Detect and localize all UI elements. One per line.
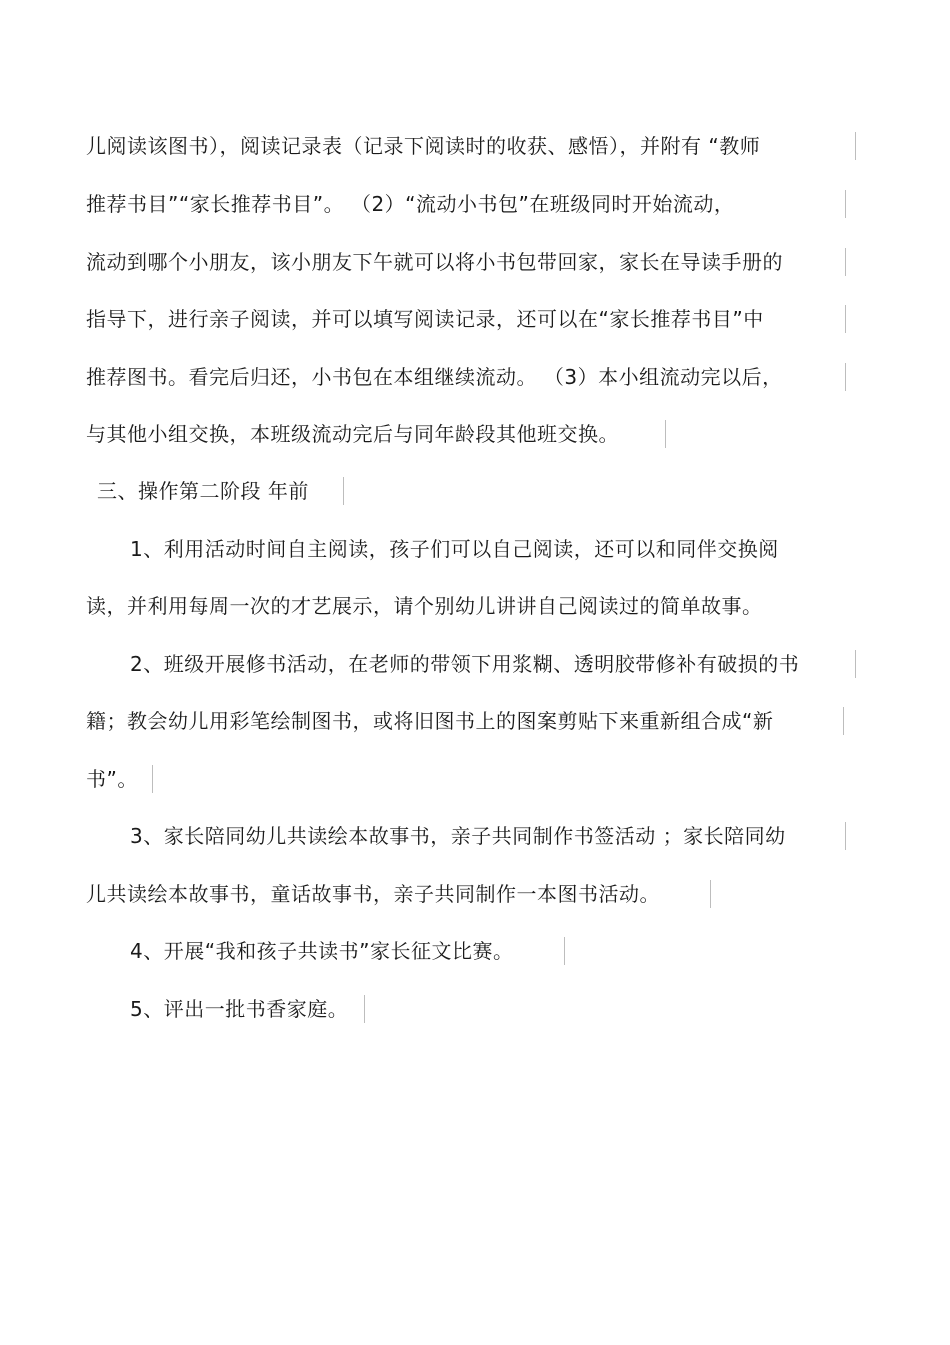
paragraph-line-6: 与其他小组交换，本班级流动完后与同年龄段其他班交换。 (86, 422, 619, 446)
paragraph-line-1: 儿阅读该图书），阅读记录表（记录下阅读时的收获、感悟），并附有 “教师 (86, 134, 761, 158)
line-edge-marker (710, 880, 711, 908)
list-item-2-line-1: 2、班级开展修书活动，在老师的带领下用浆糊、透明胶带修补有破损的书 (130, 652, 800, 676)
paragraph-line-5: 推荐图书。看完后归还，小书包在本组继续流动。 （3）本小组流动完以后， (86, 365, 783, 389)
paragraph-line-3: 流动到哪个小朋友，该小朋友下午就可以将小书包带回家，家长在导读手册的 (86, 250, 783, 274)
section-heading: 三、操作第二阶段 年前 (97, 479, 309, 503)
line-edge-marker (845, 363, 846, 391)
list-item-1-line-1: 1、利用活动时间自主阅读，孩子们可以自己阅读，还可以和同伴交换阅 (130, 537, 779, 561)
list-item-5: 5、评出一批书香家庭。 (130, 997, 349, 1021)
list-item-3-line-1: 3、家长陪同幼儿共读绘本故事书，亲子共同制作书签活动 ；家长陪同幼 (130, 824, 786, 848)
line-edge-marker (845, 248, 846, 276)
line-edge-marker (855, 132, 856, 160)
paragraph-line-4: 指导下，进行亲子阅读，并可以填写阅读记录，还可以在“家长推荐书目”中 (86, 307, 764, 331)
line-edge-marker (564, 937, 565, 965)
paragraph-line-2: 推荐书目”“家长推荐书目”。 （2）“流动小书包”在班级同时开始流动， (86, 192, 735, 216)
line-edge-marker (364, 995, 365, 1023)
list-item-4: 4、开展“我和孩子共读书”家长征文比赛。 (130, 939, 514, 963)
line-edge-marker (843, 707, 844, 735)
list-item-3-line-2: 儿共读绘本故事书，童话故事书，亲子共同制作一本图书活动。 (86, 882, 660, 906)
line-edge-marker (665, 420, 666, 448)
line-edge-marker (845, 305, 846, 333)
list-item-2-line-2: 籍；教会幼儿用彩笔绘制图书，或将旧图书上的图案剪贴下来重新组合成“新 (86, 709, 774, 733)
list-item-2-line-3: 书”。 (86, 767, 138, 791)
line-edge-marker (855, 650, 856, 678)
line-edge-marker (845, 822, 846, 850)
line-edge-marker (152, 765, 153, 793)
line-edge-marker (343, 477, 344, 505)
list-item-1-line-2: 读，并利用每周一次的才艺展示，请个别幼儿讲讲自己阅读过的简单故事。 (86, 594, 763, 618)
line-edge-marker (845, 190, 846, 218)
